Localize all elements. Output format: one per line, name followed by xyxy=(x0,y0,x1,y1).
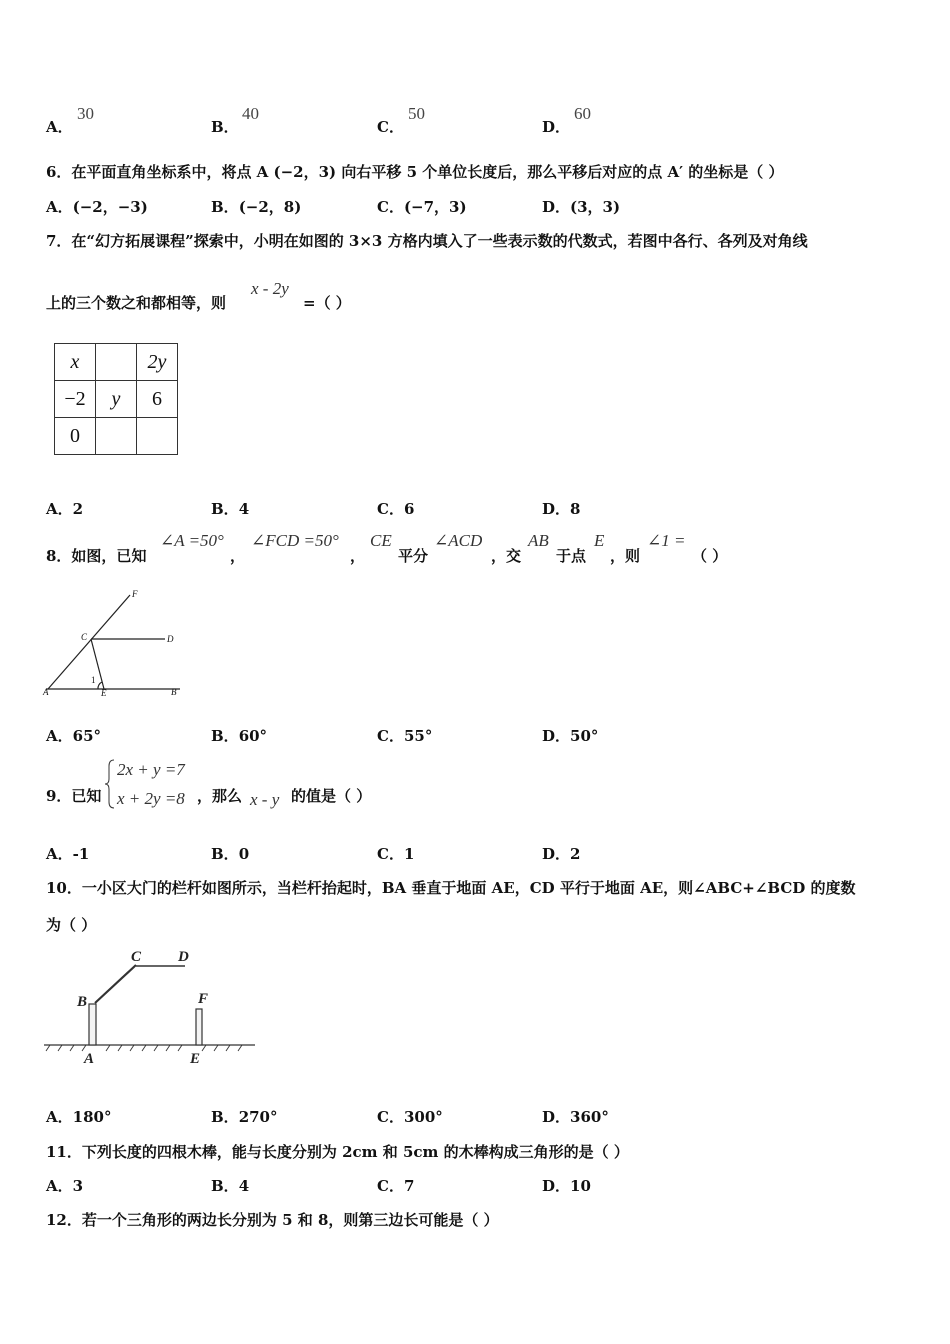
q8-angle-acd: ∠ACD xyxy=(434,531,483,550)
q6-option-c: C．(−7，3) xyxy=(377,198,467,216)
label-b: B xyxy=(77,994,88,1010)
label-d: D xyxy=(167,634,174,644)
q10-stem-line2: 为（ ） xyxy=(46,916,97,934)
q5-option-d: D． xyxy=(542,118,571,136)
q8-option-b: B．60° xyxy=(211,727,268,745)
q8-option-c: C．55° xyxy=(377,727,433,745)
label-f: F xyxy=(198,991,209,1007)
q7-stem-tail: =（ ） xyxy=(303,294,351,312)
q9-expression: x - y xyxy=(250,790,280,809)
grid-cell: 6 xyxy=(137,381,178,418)
q11-option-d: D．10 xyxy=(542,1177,591,1195)
q8-angle-1: ∠1 = xyxy=(647,531,686,550)
q8-option-d: D．50° xyxy=(542,727,599,745)
q7-option-a: A．2 xyxy=(46,500,84,518)
q5-option-b: B． xyxy=(211,118,239,136)
q8-option-a: A．65° xyxy=(46,727,102,745)
q9-stem-prefix: 9．已知 xyxy=(46,787,102,805)
q8-text: ，则 xyxy=(610,547,641,565)
magic-square-grid xyxy=(54,343,178,455)
q10-option-b: B．270° xyxy=(211,1108,278,1126)
label-a: A xyxy=(43,687,49,697)
label-angle-1: 1 xyxy=(91,675,96,685)
bar-bc xyxy=(95,965,136,1003)
q6-option-b: B．(−2，8) xyxy=(211,198,302,216)
q8-ab: AB xyxy=(528,531,549,550)
q7-option-d: D．8 xyxy=(542,500,581,518)
q6-option-d: D．(3，3) xyxy=(542,198,621,216)
q9-option-a: A．-1 xyxy=(46,845,90,863)
q9-option-c: C．1 xyxy=(377,845,415,863)
q10-option-a: A．180° xyxy=(46,1108,112,1126)
q7-option-b: B．4 xyxy=(211,500,250,518)
q11-option-a: A．3 xyxy=(46,1177,84,1195)
grid-cell: −2 xyxy=(55,381,96,418)
q10-option-c: C．300° xyxy=(377,1108,443,1126)
label-c: C xyxy=(81,632,88,642)
q6-option-a: A．(−2，−3) xyxy=(46,198,148,216)
q7-option-c: C．6 xyxy=(377,500,415,518)
label-b: B xyxy=(171,687,177,697)
label-e: E xyxy=(101,688,107,698)
q11-option-b: B．4 xyxy=(211,1177,250,1195)
q9-stem-mid: ，那么 xyxy=(197,787,243,805)
q9-equation-2: x + 2y =8 xyxy=(117,789,185,808)
label-c: C xyxy=(131,949,142,965)
ground-hatching xyxy=(46,1045,242,1051)
q8-text: 于点 xyxy=(556,547,587,565)
q10-figure xyxy=(40,940,265,1070)
q7-expression: x - 2y xyxy=(251,279,289,298)
label-d: D xyxy=(178,949,189,965)
q7-stem-line2: 上的三个数之和都相等，则 xyxy=(46,294,227,312)
q9-option-d: D．2 xyxy=(542,845,581,863)
q9-option-b: B．0 xyxy=(211,845,250,863)
grid-cell xyxy=(137,418,178,455)
q12-stem: 12．若一个三角形的两边长分别为 5 和 8，则第三边长可能是（ ） xyxy=(46,1211,499,1229)
q8-stem-prefix: 8．如图，已知 xyxy=(46,547,147,565)
q8-text: ，交 xyxy=(491,547,522,565)
q8-sep: ， xyxy=(350,547,366,565)
q10-option-d: D．360° xyxy=(542,1108,609,1126)
q8-angle-a: ∠A =50° xyxy=(160,531,224,550)
q8-e: E xyxy=(594,531,605,550)
q7-stem-line1: 7．在“幻方拓展课程”探索中，小明在如图的 3×3 方格内填入了一些表示数的代数式，若图中各行、各列及对角线 xyxy=(46,232,808,250)
q8-ce: CE xyxy=(370,531,392,550)
grid-cell: 2y xyxy=(137,344,178,381)
post-ab xyxy=(89,1004,96,1045)
q6-stem: 6．在平面直角坐标系中，将点 A (−2，3) 向右平移 5 个单位长度后，那么平移后对应的点 A′ 的坐标是（ ） xyxy=(46,163,784,181)
q5-option-a-value: 30 xyxy=(77,104,94,123)
q5-option-c-value: 50 xyxy=(408,104,425,123)
q8-angle-fcd: ∠FCD =50° xyxy=(251,531,339,550)
q8-sep: ， xyxy=(230,547,246,565)
q5-option-a: A． xyxy=(46,118,73,136)
q5-option-c: C． xyxy=(377,118,404,136)
label-a: A xyxy=(84,1051,95,1067)
grid-cell xyxy=(96,418,137,455)
q9-equation-1: 2x + y =7 xyxy=(117,760,185,779)
label-e: E xyxy=(190,1051,201,1067)
label-f: F xyxy=(132,589,138,599)
q11-option-c: C．7 xyxy=(377,1177,415,1195)
grid-cell xyxy=(96,344,137,381)
q5-option-d-value: 60 xyxy=(574,104,591,123)
q9-stem-tail: 的值是（ ） xyxy=(291,787,372,805)
q9-brace xyxy=(104,758,116,810)
grid-cell: 0 xyxy=(55,418,96,455)
q11-stem: 11．下列长度的四根木棒，能与长度分别为 2cm 和 5cm 的木棒构成三角形的是（ ） xyxy=(46,1143,629,1161)
q5-option-b-value: 40 xyxy=(242,104,259,123)
grid-cell: y xyxy=(96,381,137,418)
q8-text: 平分 xyxy=(398,547,429,565)
q8-tail: （ ） xyxy=(692,547,728,565)
q8-figure xyxy=(40,585,190,700)
grid-cell: x xyxy=(55,344,96,381)
line-af xyxy=(48,595,130,689)
q10-stem-line1: 10．一小区大门的栏杆如图所示，当栏杆抬起时，BA 垂直于地面 AE，CD 平行于地面 AE，则∠ABC+∠BCD 的度数 xyxy=(46,879,856,897)
post-ef xyxy=(196,1009,202,1045)
